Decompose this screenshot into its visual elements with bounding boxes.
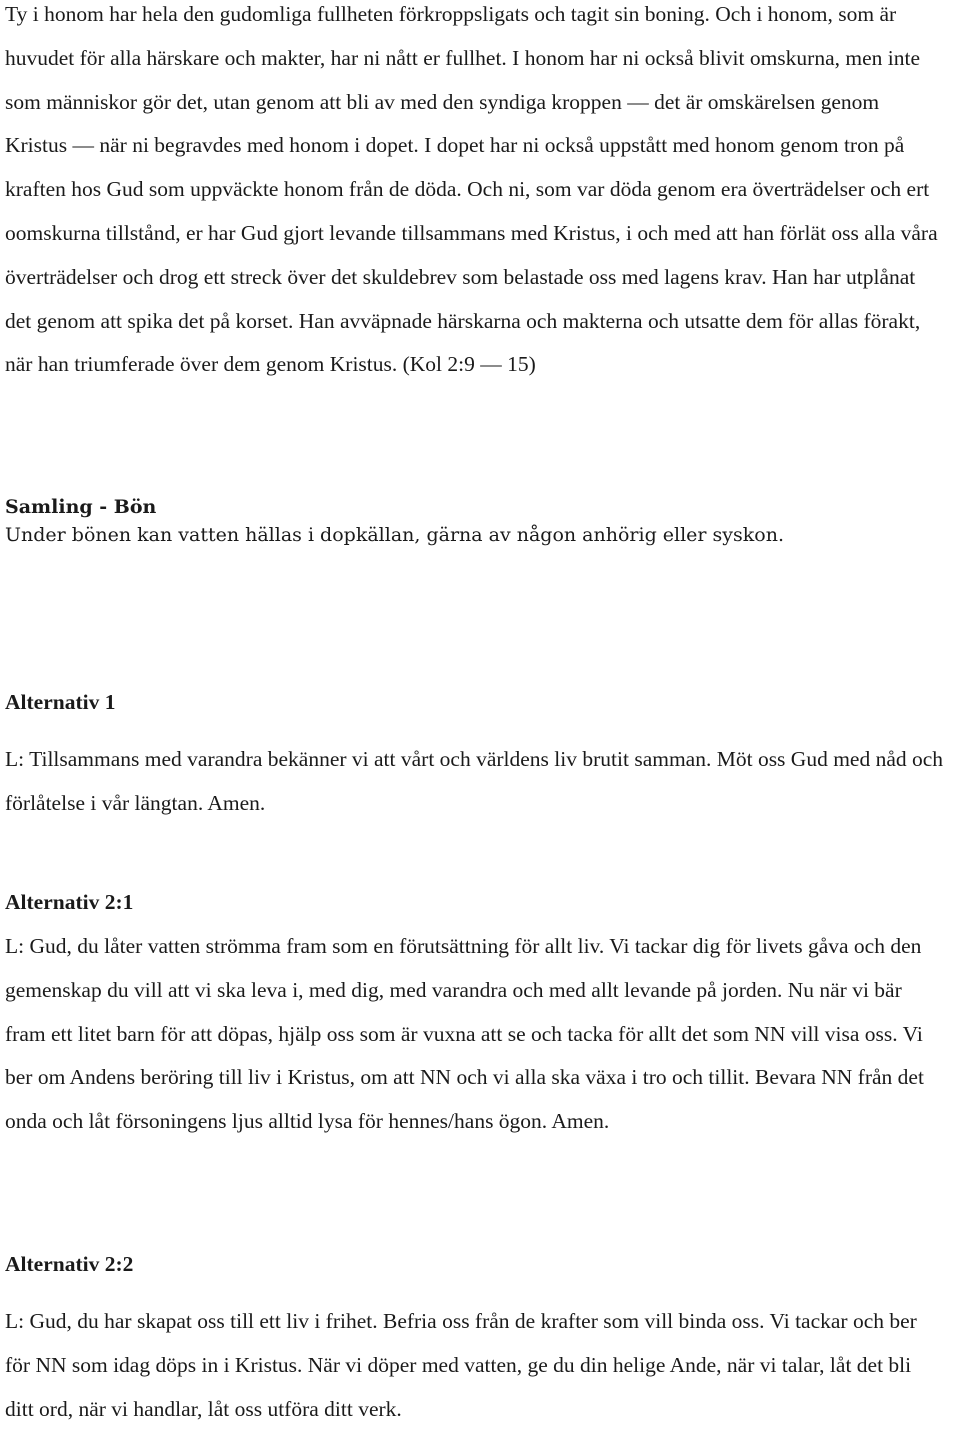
alternative-2-1-heading: Alternativ 2:1 bbox=[5, 890, 134, 914]
alternative-2-2-heading: Alternativ 2:2 bbox=[5, 1252, 134, 1276]
section-instruction: Under bönen kan vatten hällas i dopkällan, gärna av någon anhörig eller syskon. bbox=[5, 524, 785, 546]
alternative-2-2-prayer: L: Gud, du har skapat oss till ett liv i frihet. Befria oss från de krafter som vill binda oss. Vi tackar och ber för NN som idag döps in i Kristus. När vi döper med vatten, ge du din helige Ande, när vi talar, låt det bli ditt ord, när vi handlar, låt oss utföra ditt verk. bbox=[5, 1309, 917, 1421]
alternative-1-heading: Alternativ 1 bbox=[5, 690, 116, 714]
alternative-1-prayer: L: Tillsammans med varandra bekänner vi att vårt och världens liv brutit samman. Möt oss Gud med nåd och förlåtelse i vår längtan. Amen. bbox=[5, 747, 944, 815]
section-heading: Samling - Bön bbox=[5, 496, 157, 518]
alternative-2-1-prayer: L: Gud, du låter vatten strömma fram som en förutsättning för allt liv. Vi tackar dig för livets gåva och den gemenskap du vill att vi ska leva i, med dig, med varandra och med allt levande på jorden. Nu när vi bär fram ett litet barn för att döpas, hjälp oss som är vuxna att se och tacka för allt det som NN vill visa oss. Vi ber om Andens beröring till liv i Kristus, om att NN och vi alla ska växa i tro och tillit. Bevara NN från det onda och låt försoningens ljus alltid lysa för hennes/hans ögon. Amen. bbox=[5, 934, 924, 1134]
scripture-passage: Ty i honom har hela den gudomliga fullheten förkroppsligats och tagit sin boning. Och i honom, som är huvudet för alla härskare och makter, har ni nått er fullhet. I honom har ni också blivit omskurna, men inte som människor gör det, utan genom att bli av med den syndiga kroppen — det är omskärelsen genom Kristus — när ni begravdes med honom i dopet. I dopet har ni också uppstått med honom genom tron på kraften hos Gud som uppväckte honom från de döda. Och ni, som var döda genom era överträdelser och ert oomskurna tillstånd, er har Gud gjort levande tillsammans med Kristus, i och med att han förlät oss alla våra överträdelser och drog ett streck över det skuldebrev som belastade oss med lagens krav. Han har utplånat det genom att spika det på korset. Han avväpnade härskarna och makterna och utsatte dem för allas förakt, när han triumferade över dem genom Kristus. (Kol 2:9 — 15) bbox=[5, 2, 938, 377]
